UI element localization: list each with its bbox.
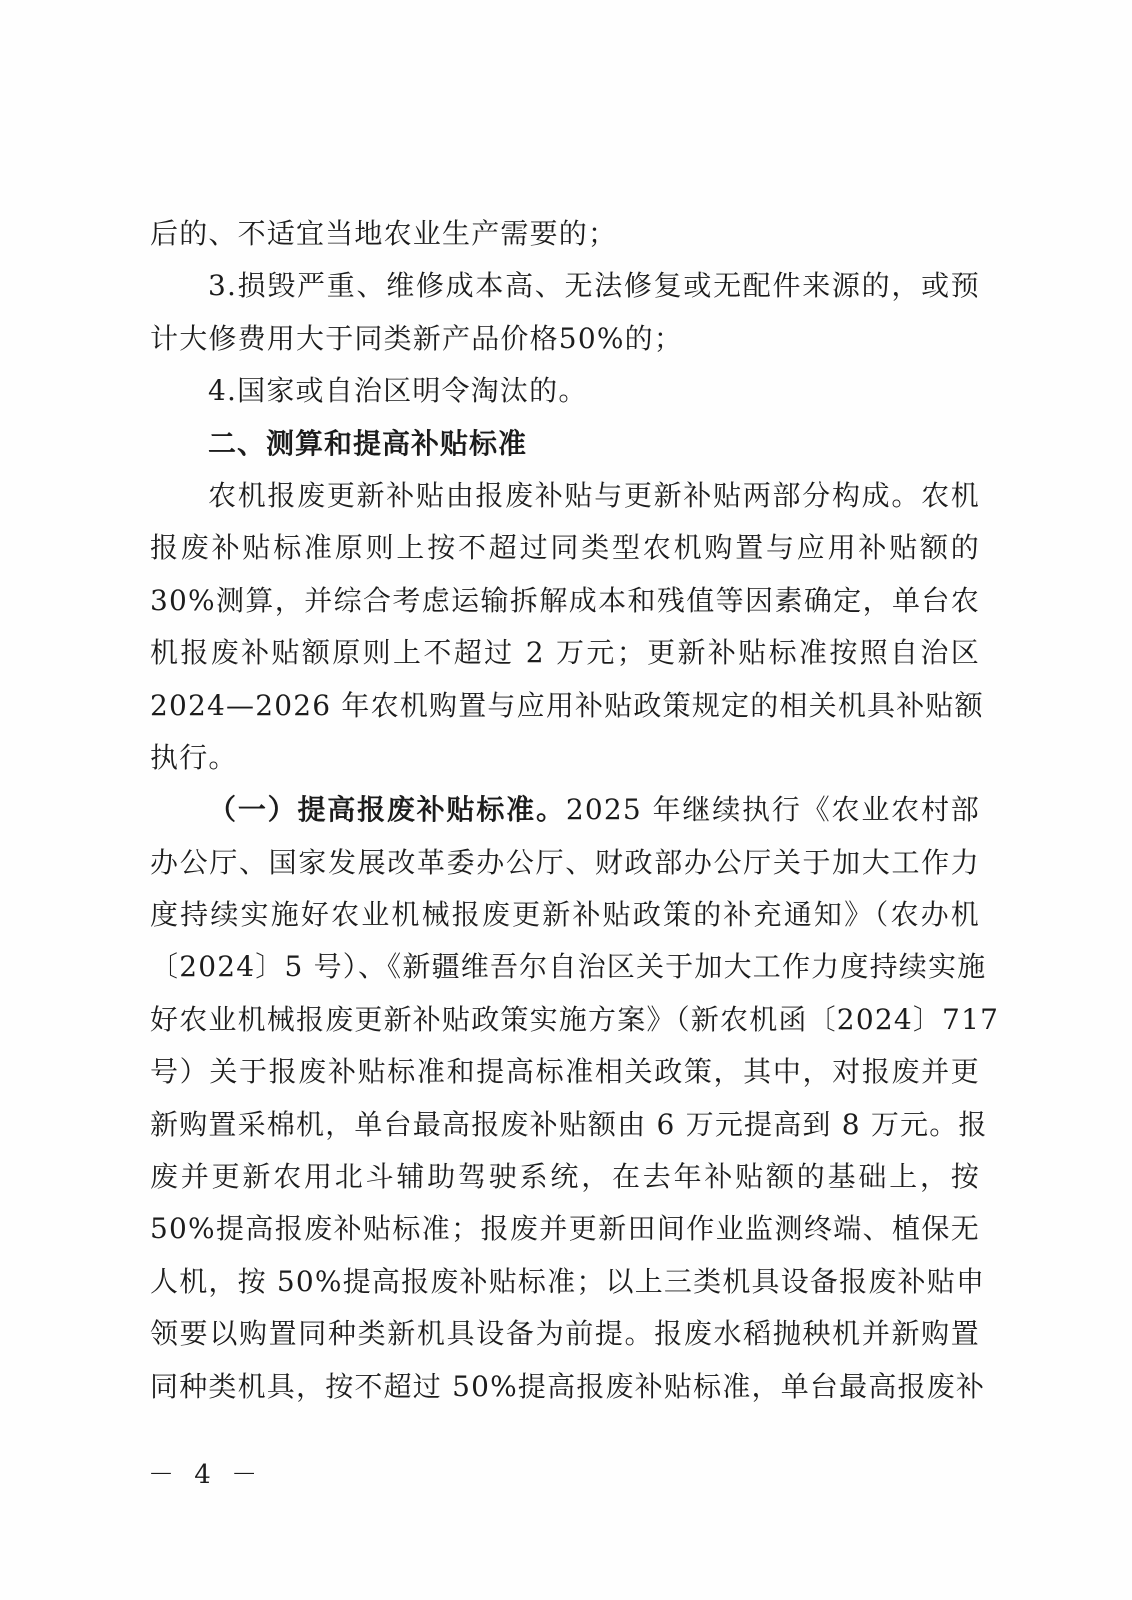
body-line: 领要以购置同种类新机具设备为前提。报废水稻抛秧机并新购置 xyxy=(150,1317,980,1351)
page-number: － 4 － xyxy=(148,1460,264,1490)
body-line: 号）关于报废补贴标准和提高标准相关政策，其中，对报废并更 xyxy=(150,1055,980,1089)
subsection-text: 2025 年继续执行《农业农村部 xyxy=(565,793,980,827)
section-heading: 二、测算和提高补贴标准 xyxy=(208,426,528,460)
body-line: 后的、不适宜当地农业生产需要的； xyxy=(150,217,618,250)
document-body xyxy=(150,208,1000,1413)
body-line: 执行。 xyxy=(150,740,238,774)
body-line: 机报废补贴额原则上不超过 2 万元；更新补贴标准按照自治区 xyxy=(150,636,980,670)
subsection-line xyxy=(150,784,980,836)
body-line: 好农业机械报废更新补贴政策实施方案》（新农机函〔2024〕717 xyxy=(150,1002,1000,1036)
body-line: 30%测算，并综合考虑运输拆解成本和残值等因素确定，单台农 xyxy=(150,583,980,617)
body-line: 新购置采棉机，单台最高报废补贴额由 6 万元提高到 8 万元。报 xyxy=(150,1107,988,1141)
body-line: 报废补贴标准原则上按不超过同类型农机购置与应用补贴额的 xyxy=(150,531,980,565)
body-line: 废并更新农用北斗辅助驾驶系统，在去年补贴额的基础上，按 xyxy=(150,1160,980,1194)
body-line: 3.损毁严重、维修成本高、无法修复或无配件来源的，或预 xyxy=(208,269,980,303)
subsection-heading: （一）提高报废补贴标准。 xyxy=(208,793,566,827)
body-line: 4.国家或自治区明令淘汰的。 xyxy=(208,374,588,408)
body-line: 人机，按 50%提高报废补贴标准；以上三类机具设备报废补贴申 xyxy=(150,1264,986,1298)
body-line: 农机报废更新补贴由报废补贴与更新补贴两部分构成。农机 xyxy=(208,478,980,512)
body-line: 50%提高报废补贴标准；报废并更新田间作业监测终端、植保无 xyxy=(150,1212,980,1246)
body-line: 办公厅、国家发展改革委办公厅、财政部办公厅关于加大工作力 xyxy=(150,845,980,879)
body-line: 计大修费用大于同类新产品价格50%的； xyxy=(150,321,684,355)
body-line: 度持续实施好农业机械报废更新补贴政策的补充通知》（农办机 xyxy=(150,898,980,932)
body-line: 〔2024〕5 号）、《新疆维吾尔自治区关于加大工作力度持续实施 xyxy=(150,950,987,984)
body-line: 同种类机具，按不超过 50%提高报废补贴标准，单台最高报废补 xyxy=(150,1369,986,1403)
body-line: 2024—2026 年农机购置与应用补贴政策规定的相关机具补贴额 xyxy=(150,688,984,722)
